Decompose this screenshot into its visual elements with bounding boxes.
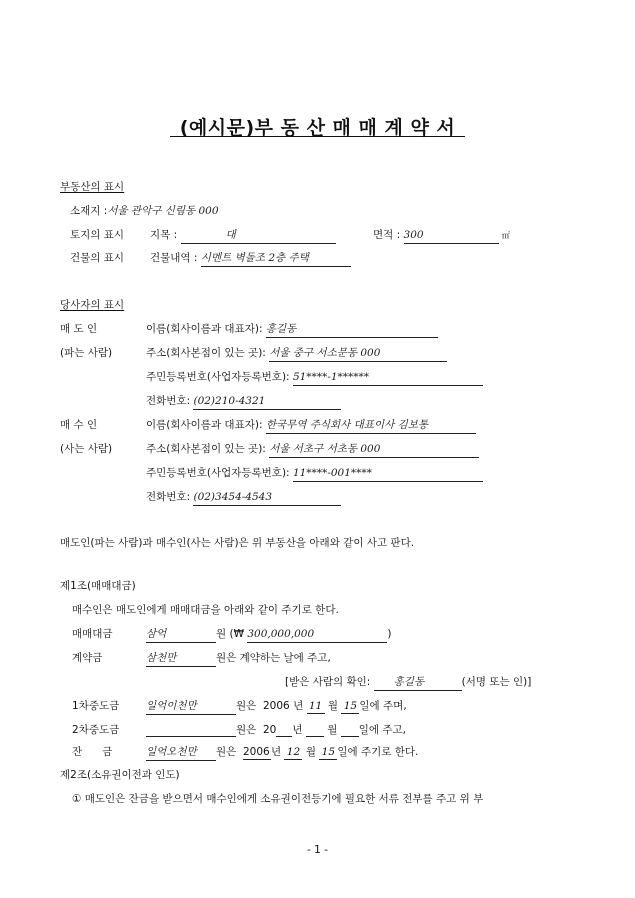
phone-label: 전화번호: <box>146 491 191 503</box>
category-row <box>150 228 336 244</box>
balance-won: 원은 <box>216 746 237 758</box>
seller-phone: (02)210-4321 <box>193 394 341 410</box>
buyer-address-row <box>146 442 479 458</box>
price-korean: 삼억 <box>146 627 216 643</box>
mid2-blank <box>146 724 236 737</box>
year-text: 년 <box>292 724 303 736</box>
mid2-row <box>146 723 406 737</box>
mid1-row <box>146 699 407 715</box>
receipt-open: [받은 사람의 확인: <box>285 676 371 688</box>
mid1-year: 2006 <box>262 700 290 712</box>
mid1-label: 1차중도금 <box>72 700 120 712</box>
deposit-text: 원은 계약하는 날에 주고, <box>216 652 331 664</box>
buyer-name: 한국무역 주식회사 대표이사 김보통 <box>266 418 476 434</box>
mid1-day: 15 <box>341 699 359 714</box>
mid2-year-blank <box>276 724 292 737</box>
building-row <box>150 251 351 267</box>
page-title: (예시문)부 동 산 매 매 계 약 서 <box>179 117 456 139</box>
property-heading: 부동산의 표시 <box>60 181 125 193</box>
address-label: 주소(회사본점이 있는 곳): <box>146 347 266 359</box>
area-label: 면적 : <box>373 229 401 241</box>
category-label: 지목 : <box>150 229 178 241</box>
seller-id-row <box>146 370 483 386</box>
deposit-value: 삼천만 <box>146 651 216 667</box>
area-unit: ㎡ <box>501 231 510 240</box>
buyer-phone: (02)3454-4543 <box>193 490 341 506</box>
balance-row <box>146 745 418 761</box>
article2-text: ① 매도인은 잔금을 받으면서 매수인에게 소유권이전등기에 필요한 서류 전부를 주고 위 부 <box>72 793 484 805</box>
article1-heading: 제1조(매매대금) <box>60 580 136 592</box>
balance-value: 일억오천만 <box>146 745 216 761</box>
month-text: 월 <box>327 724 338 736</box>
buyer-sub: (사는 사람) <box>60 443 113 455</box>
balance-label: 잔 금 <box>72 746 113 758</box>
receipt-row <box>285 675 531 691</box>
location-value: 서울 관악구 신림동 000 <box>107 205 219 217</box>
year-text: 년 <box>270 746 282 758</box>
id-label: 주민등록번호(사업자등록번호): <box>146 467 290 479</box>
seller-address: 서울 중구 서소문동 000 <box>269 346 447 362</box>
mid1-month: 11 <box>307 699 325 714</box>
deposit-label: 계약금 <box>72 652 103 664</box>
buyer-address: 서울 서초구 서초동 000 <box>269 442 479 458</box>
mid2-label: 2차중도금 <box>72 724 120 736</box>
area-row <box>373 228 510 244</box>
mid1-end: 일에 주며, <box>359 700 407 712</box>
seller-label: 매 도 인 <box>60 323 98 335</box>
receipt-name: 홍길동 <box>374 675 462 691</box>
mid2-day-blank <box>341 724 359 737</box>
balance-end: 일에 주기로 한다. <box>337 746 419 758</box>
price-label: 매매대금 <box>72 628 113 640</box>
title-underline <box>170 136 465 137</box>
balance-day: 15 <box>319 745 337 760</box>
buyer-name-row <box>146 418 476 434</box>
month-text: 월 <box>327 700 339 712</box>
seller-name-row <box>146 322 438 338</box>
page-number: - 1 - <box>307 844 328 856</box>
parties-heading: 당사자의 표시 <box>60 299 125 311</box>
year-text: 년 <box>293 700 304 712</box>
area-value: 300 <box>404 228 499 244</box>
mid2-year: 20 <box>262 724 277 736</box>
phone-label: 전화번호: <box>146 395 191 407</box>
balance-year: 2006 <box>242 746 270 758</box>
building-detail-value: 시멘트 벽돌조 2층 주택 <box>201 251 351 267</box>
mid1-won: 원은 <box>236 700 257 712</box>
seller-address-row <box>146 346 447 362</box>
mid2-end: 일에 주고, <box>358 724 406 736</box>
won-text: 원 <box>216 628 227 640</box>
balance-month: 12 <box>284 745 302 760</box>
agreement-text: 매도인(파는 사람)과 매수인(사는 사람)은 위 부동산을 아래와 같이 사고 판다. <box>60 537 415 549</box>
id-label: 주민등록번호(사업자등록번호): <box>146 371 290 383</box>
mid2-month-blank <box>306 724 324 737</box>
price-open: (₩ <box>229 628 244 640</box>
location-label: 소재지 : <box>70 205 108 217</box>
article1-intro: 매수인은 매도인에게 매매대금을 아래와 같이 주기로 한다. <box>72 604 339 616</box>
month-text: 월 <box>305 746 316 758</box>
buyer-phone-row <box>146 490 341 506</box>
building-detail-label: 건물내역 : <box>150 252 198 264</box>
price-close: ) <box>387 628 392 640</box>
seller-id: 51****-1****** <box>293 370 483 386</box>
buyer-id: 11****-001**** <box>293 466 483 482</box>
seller-name: 홍길동 <box>266 322 438 338</box>
name-label: 이름(회사이름과 대표자): <box>146 419 263 431</box>
address-label: 주소(회사본점이 있는 곳): <box>146 443 266 455</box>
seller-phone-row <box>146 394 341 410</box>
building-label: 건물의 표시 <box>70 252 125 264</box>
deposit-row <box>146 651 331 667</box>
seller-sub: (파는 사람) <box>60 347 113 359</box>
price-numeric: 300,000,000 <box>247 627 387 643</box>
mid1-value: 일억이천만 <box>146 699 236 715</box>
price-row <box>146 627 391 643</box>
receipt-close: (서명 또는 인)] <box>461 676 532 688</box>
article2-heading: 제2조(소유권이전과 인도) <box>60 769 180 781</box>
location-row <box>70 204 219 219</box>
buyer-id-row <box>146 466 483 482</box>
mid2-won: 원은 <box>236 724 257 736</box>
name-label: 이름(회사이름과 대표자): <box>146 323 263 335</box>
category-value: 대 <box>181 228 336 244</box>
land-label: 토지의 표시 <box>70 229 125 241</box>
buyer-label: 매 수 인 <box>60 419 98 431</box>
